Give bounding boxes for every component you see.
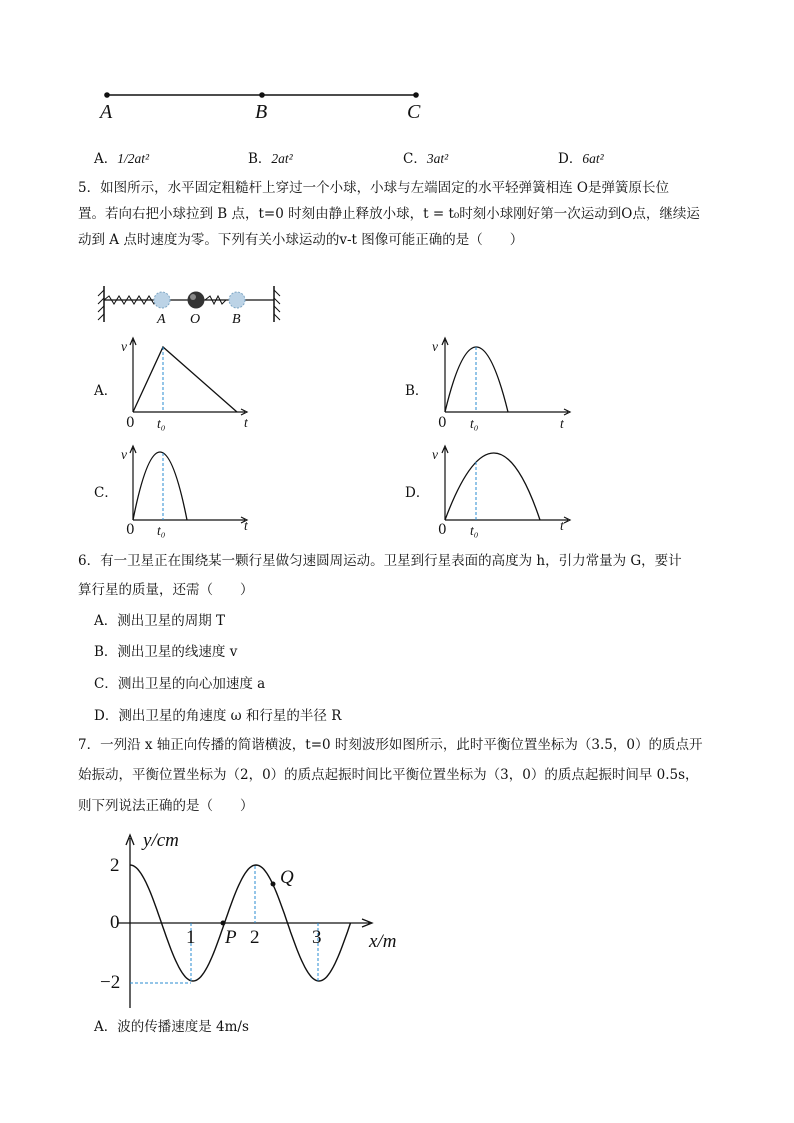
- vt-graph-c: [130, 446, 247, 523]
- wave-graph: [118, 835, 372, 1008]
- graph-d-v: v: [432, 447, 438, 462]
- graph-b-v: v: [432, 339, 438, 354]
- q7-line-1: 7．一列沿 x 轴正向传播的简谐横波，t=0 时刻波形如图所示，此时平衡位置坐标为（3.5，0）的质点开: [78, 737, 703, 753]
- option-c[interactable]: C．3at²: [403, 151, 449, 167]
- point-q: [271, 882, 276, 887]
- graph-c-origin: 0: [126, 522, 135, 538]
- spring-label-a: A: [157, 312, 166, 327]
- graph-d-origin: 0: [438, 522, 447, 538]
- wave-ytick-0: 0: [110, 912, 120, 933]
- wave-xtick-3: 3: [312, 927, 322, 948]
- wave-point-q-label: Q: [280, 867, 294, 888]
- graph-b-t: t: [560, 416, 564, 431]
- wave-point-p-label: P: [225, 927, 237, 948]
- option-b[interactable]: B．2at²: [248, 151, 293, 167]
- wave-xtick-2: 2: [250, 927, 260, 948]
- wave-ytick-2: 2: [110, 855, 120, 876]
- q5-line-2: 置。若向右把小球拉到 B 点，t=0 时刻由静止释放小球，t = t₀时刻小球刚好第一次运动到O点，继续运: [78, 206, 700, 222]
- graph-a-t: t: [244, 415, 248, 430]
- spring-label-o: O: [190, 312, 201, 327]
- graph-b-t0: t₀: [470, 416, 479, 431]
- graph-d-t: t: [560, 518, 564, 533]
- spring-label-b: B: [232, 312, 241, 327]
- wave-xtick-1: 1: [186, 927, 196, 948]
- vt-graph-a: [130, 338, 247, 415]
- q6-option-a[interactable]: A．测出卫星的周期 T: [94, 613, 226, 629]
- vt-graph-b: [442, 338, 570, 415]
- graph-b-option[interactable]: B．: [405, 383, 429, 399]
- graph-d-option[interactable]: D．: [405, 485, 430, 501]
- option-d[interactable]: D．6at²: [558, 151, 604, 167]
- q7-line-3: 则下列说法正确的是（ ）: [78, 798, 254, 814]
- graph-c-t0: t₀: [157, 523, 166, 538]
- graph-a-v: v: [121, 339, 127, 354]
- q5-line-1: 5．如图所示，水平固定粗糙杆上穿过一个小球，小球与左端固定的水平轻弹簧相连 O是弹簧原长位: [78, 180, 669, 196]
- q6-option-c[interactable]: C．测出卫星的向心加速度 a: [94, 676, 266, 692]
- spring-ball-diagram: [98, 286, 280, 322]
- q7-line-2: 始振动，平衡位置坐标为（2，0）的质点起振时间比平衡位置坐标为（3，0）的质点起振时间早 0.5s，: [78, 767, 699, 783]
- point-label-a: A: [100, 101, 113, 123]
- segment-abc-diagram: [104, 92, 419, 98]
- graph-c-v: v: [121, 447, 127, 462]
- wave-xlabel: x/m: [369, 931, 397, 952]
- point-label-c: C: [407, 101, 421, 123]
- q6-line-1: 6．有一卫星正在围绕某一颗行星做匀速圆周运动。卫星到行星表面的高度为 h，引力常量为 G，要计: [78, 553, 682, 569]
- graph-c-option[interactable]: C．: [94, 485, 118, 501]
- graph-a-option[interactable]: A．: [94, 383, 118, 399]
- option-a[interactable]: A．1/2at²: [94, 151, 150, 167]
- q6-option-b[interactable]: B．测出卫星的线速度 v: [94, 644, 238, 660]
- q6-option-d[interactable]: D．测出卫星的角速度 ω 和行星的半径 R: [94, 708, 342, 724]
- q6-line-2: 算行星的质量，还需（ ）: [78, 582, 254, 598]
- graph-a-origin: 0: [126, 415, 135, 431]
- q5-line-3: 动到 A 点时速度为零。下列有关小球运动的v-t 图像可能正确的是（ ）: [78, 232, 524, 248]
- graph-b-origin: 0: [438, 415, 447, 431]
- point-label-b: B: [255, 101, 268, 123]
- graph-a-t0: t₀: [157, 416, 166, 431]
- vt-graph-d: [442, 446, 570, 523]
- q7-option-a[interactable]: A．波的传播速度是 4m/s: [94, 1019, 249, 1035]
- wave-ytick-neg2: −2: [100, 972, 121, 993]
- wave-ylabel: y/cm: [143, 830, 179, 851]
- graph-d-t0: t₀: [470, 523, 479, 538]
- point-p: [221, 921, 226, 926]
- graph-c-t: t: [244, 518, 248, 533]
